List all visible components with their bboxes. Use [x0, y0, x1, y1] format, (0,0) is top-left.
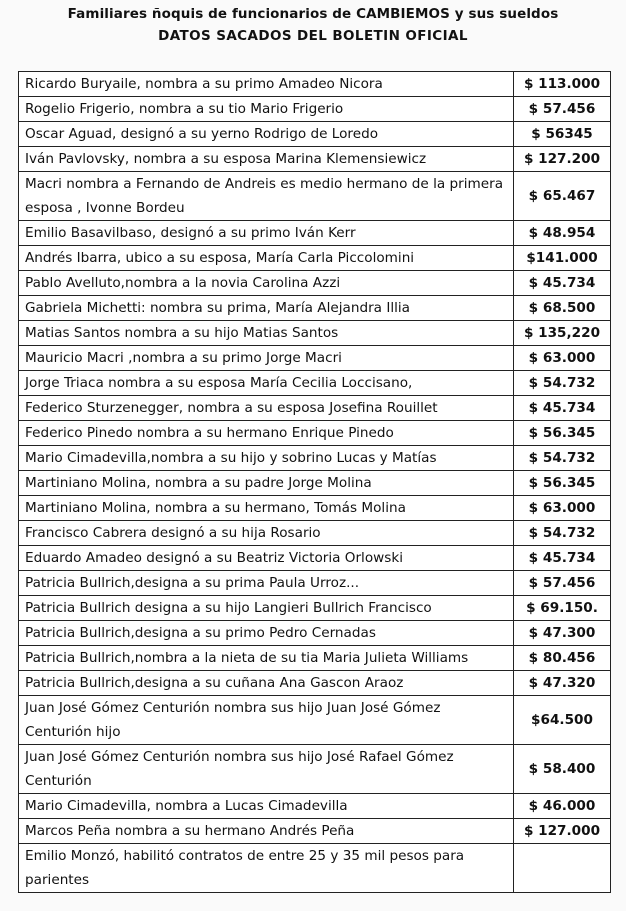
- salary-amount: $ 57.456: [514, 97, 611, 122]
- salary-amount: $ 127.000: [514, 819, 611, 844]
- table-row: [19, 296, 611, 321]
- table-row: [19, 246, 611, 271]
- table-row: [19, 371, 611, 396]
- salary-amount: $141.000: [514, 246, 611, 271]
- salary-amount: $ 69.150.: [514, 596, 611, 621]
- salary-amount: $ 54.732: [514, 521, 611, 546]
- table-row: [19, 696, 611, 745]
- table-row: [19, 546, 611, 571]
- appointment-description: Martiniano Molina, nombra a su hermano, Tomás Molina: [19, 496, 514, 521]
- salary-amount: $ 56.345: [514, 421, 611, 446]
- salary-amount: $ 48.954: [514, 221, 611, 246]
- salary-amount: $ 54.732: [514, 446, 611, 471]
- table-row: [19, 819, 611, 844]
- page-header: [0, 4, 626, 46]
- table-row: [19, 794, 611, 819]
- appointment-description: Francisco Cabrera designó a su hija Rosario: [19, 521, 514, 546]
- appointment-description: Marcos Peña nombra a su hermano Andrés Peña: [19, 819, 514, 844]
- salary-amount: $ 45.734: [514, 396, 611, 421]
- salary-amount: $64.500: [514, 696, 611, 745]
- appointment-description: Iván Pavlovsky, nombra a su esposa Marina Klemensiewicz: [19, 147, 514, 172]
- appointments-table: [18, 71, 611, 893]
- salary-amount: $ 65.467: [514, 172, 611, 221]
- appointment-description: Mauricio Macri ,nombra a su primo Jorge Macri: [19, 346, 514, 371]
- salary-amount: $ 57.456: [514, 571, 611, 596]
- salary-amount: $ 45.734: [514, 546, 611, 571]
- appointment-description: Emilio Basavilbaso, designó a su primo Iván Kerr: [19, 221, 514, 246]
- salary-amount: $ 45.734: [514, 271, 611, 296]
- appointment-description: Patricia Bullrich,designa a su prima Paula Urroz...: [19, 571, 514, 596]
- table-row: [19, 221, 611, 246]
- salary-amount: $ 113.000: [514, 72, 611, 97]
- appointment-description: Patricia Bullrich designa a su hijo Langieri Bullrich Francisco: [19, 596, 514, 621]
- appointment-description: Juan José Gómez Centurión nombra sus hijo Juan José Gómez Centurión hijo: [19, 696, 514, 745]
- salary-amount: $ 56345: [514, 122, 611, 147]
- salary-amount: [514, 844, 611, 893]
- table-row: [19, 446, 611, 471]
- table-row: [19, 646, 611, 671]
- appointment-description: Martiniano Molina, nombra a su padre Jorge Molina: [19, 471, 514, 496]
- table-row: [19, 471, 611, 496]
- appointment-description: Gabriela Michetti: nombra su prima, María Alejandra Illia: [19, 296, 514, 321]
- salary-amount: $ 63.000: [514, 496, 611, 521]
- appointment-description: Federico Sturzenegger, nombra a su esposa Josefina Rouillet: [19, 396, 514, 421]
- table-row: [19, 97, 611, 122]
- table-row: [19, 72, 611, 97]
- salary-amount: $ 47.320: [514, 671, 611, 696]
- table-row: [19, 521, 611, 546]
- salary-amount: $ 80.456: [514, 646, 611, 671]
- table-row: [19, 745, 611, 794]
- appointment-description: Juan José Gómez Centurión nombra sus hijo José Rafael Gómez Centurión: [19, 745, 514, 794]
- appointment-description: Pablo Avelluto,nombra a la novia Carolina Azzi: [19, 271, 514, 296]
- table-row: [19, 271, 611, 296]
- table-row: [19, 421, 611, 446]
- salary-amount: $ 58.400: [514, 745, 611, 794]
- page-subtitle: DATOS SACADOS DEL BOLETIN OFICIAL: [158, 28, 468, 44]
- appointment-description: Emilio Monzó, habilitó contratos de entre 25 y 35 mil pesos para parientes: [19, 844, 514, 893]
- appointment-description: Patricia Bullrich,designa a su cuñana Ana Gascon Araoz: [19, 671, 514, 696]
- appointment-description: Ricardo Buryaile, nombra a su primo Amadeo Nicora: [19, 72, 514, 97]
- salary-amount: $ 46.000: [514, 794, 611, 819]
- table-row: [19, 346, 611, 371]
- table-row: [19, 596, 611, 621]
- salary-amount: $ 68.500: [514, 296, 611, 321]
- table-row: [19, 496, 611, 521]
- appointment-description: Federico Pinedo nombra a su hermano Enrique Pinedo: [19, 421, 514, 446]
- appointments-table-body: [19, 72, 611, 893]
- table-row: [19, 844, 611, 893]
- appointment-description: Mario Cimadevilla,nombra a su hijo y sobrino Lucas y Matías: [19, 446, 514, 471]
- table-row: [19, 671, 611, 696]
- table-row: [19, 147, 611, 172]
- appointment-description: Mario Cimadevilla, nombra a Lucas Cimadevilla: [19, 794, 514, 819]
- table-row: [19, 571, 611, 596]
- table-row: [19, 122, 611, 147]
- salary-amount: $ 56.345: [514, 471, 611, 496]
- table-row: [19, 321, 611, 346]
- appointment-description: Jorge Triaca nombra a su esposa María Cecilia Loccisano,: [19, 371, 514, 396]
- appointment-description: Matias Santos nombra a su hijo Matias Santos: [19, 321, 514, 346]
- page-title: Familiares ñoquis de funcionarios de CAMBIEMOS y sus sueldos: [67, 6, 559, 22]
- salary-amount: $ 54.732: [514, 371, 611, 396]
- salary-amount: $ 47.300: [514, 621, 611, 646]
- appointment-description: Eduardo Amadeo designó a su Beatriz Victoria Orlowski: [19, 546, 514, 571]
- salary-amount: $ 127.200: [514, 147, 611, 172]
- table-row: [19, 172, 611, 221]
- salary-amount: $ 135,220: [514, 321, 611, 346]
- appointment-description: Patricia Bullrich,nombra a la nieta de su tia Maria Julieta Williams: [19, 646, 514, 671]
- salary-amount: $ 63.000: [514, 346, 611, 371]
- appointment-description: Macri nombra a Fernando de Andreis es medio hermano de la primera esposa , Ivonne Bordeu: [19, 172, 514, 221]
- table-row: [19, 396, 611, 421]
- table-row: [19, 621, 611, 646]
- appointment-description: Patricia Bullrich,designa a su primo Pedro Cernadas: [19, 621, 514, 646]
- appointment-description: Rogelio Frigerio, nombra a su tio Mario Frigerio: [19, 97, 514, 122]
- appointment-description: Oscar Aguad, designó a su yerno Rodrigo de Loredo: [19, 122, 514, 147]
- appointment-description: Andrés Ibarra, ubico a su esposa, María Carla Piccolomini: [19, 246, 514, 271]
